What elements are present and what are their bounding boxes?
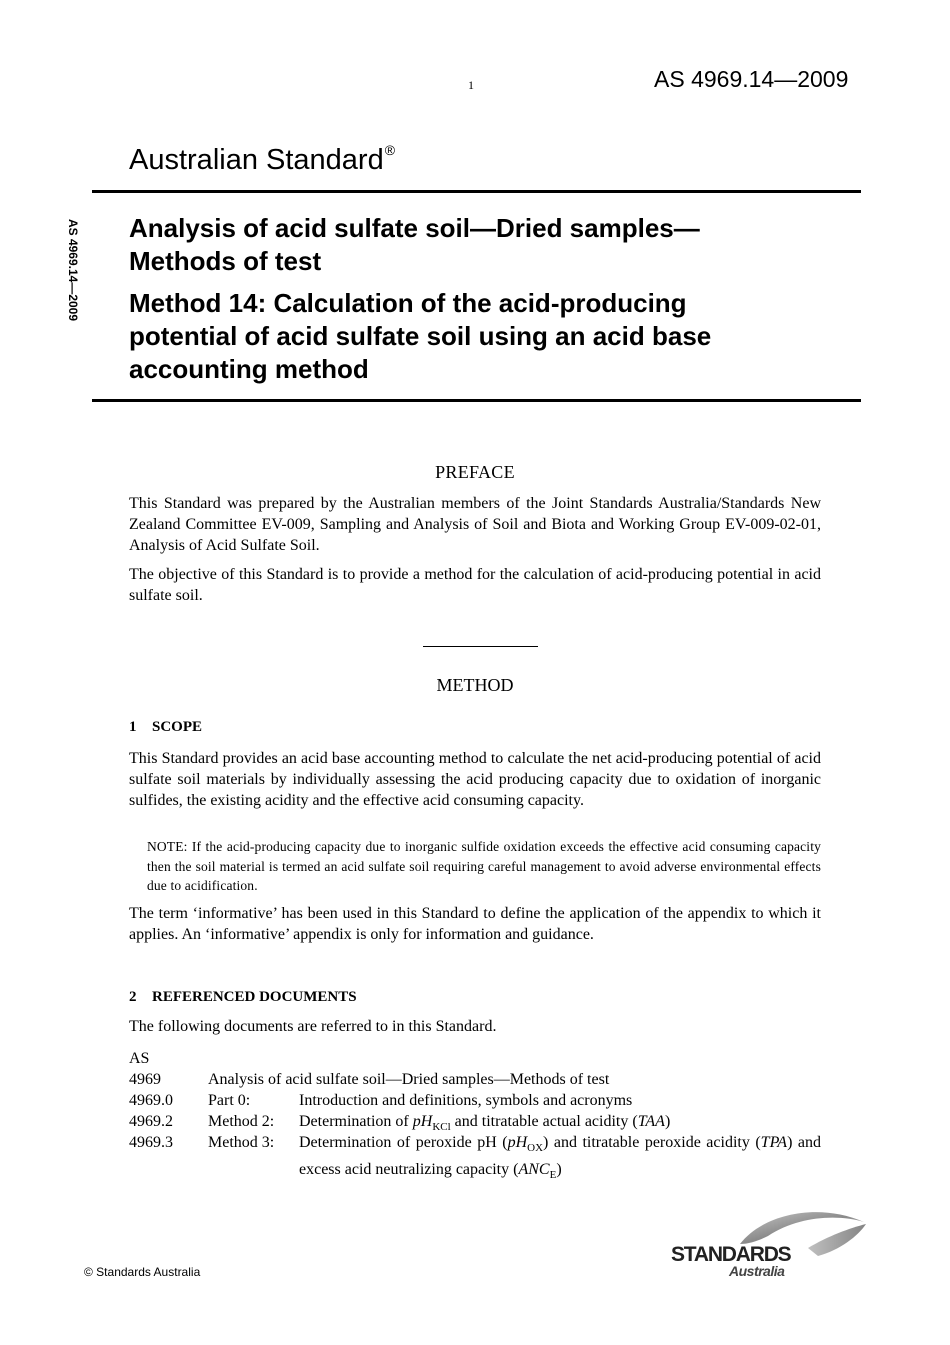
copyright-notice: © Standards Australia bbox=[84, 1265, 201, 1279]
reference-description: Introduction and definitions, symbols and acronyms bbox=[299, 1092, 633, 1109]
references-heading bbox=[129, 989, 357, 1006]
reference-part: Part 0: bbox=[208, 1092, 251, 1109]
references-intro: The following documents are referred to in this Standard. bbox=[129, 1018, 497, 1035]
brand-title bbox=[129, 144, 395, 177]
references-title: REFERENCED DOCUMENTS bbox=[152, 989, 357, 1005]
logo-wordmark: STANDARDS bbox=[671, 1243, 791, 1266]
title-rule-bottom bbox=[92, 399, 861, 402]
reference-code: 4969.3 bbox=[129, 1134, 173, 1151]
reference-description: Determination of peroxide pH $(pH_{OX})$ and titratable peroxide acidity (TPA) and excess acid neutralizing capacity $(ANC_E)$ bbox=[299, 1134, 821, 1182]
reference-description: Determination of $pH_{KCl}$ and titratable actual acidity (TAA) bbox=[299, 1113, 671, 1134]
preface-paragraph-2: The objective of this Standard is to provide a method for the calculation of acid-producing potential in acid sulfate soil. bbox=[129, 566, 821, 604]
title-line-1: Analysis of acid sulfate soil—Dried samples— bbox=[129, 213, 700, 243]
title-line-4: potential of acid sulfate soil using an acid base bbox=[129, 321, 712, 351]
reference-group: AS bbox=[129, 1050, 150, 1067]
registered-mark: ® bbox=[384, 142, 396, 158]
reference-part: Method 3: bbox=[208, 1134, 275, 1151]
logo-subtitle: Australia bbox=[729, 1263, 785, 1279]
reference-part: Method 2: bbox=[208, 1113, 275, 1130]
scope-number: 1 bbox=[129, 719, 137, 735]
reference-code: 4969 bbox=[129, 1071, 161, 1088]
title-line-5: accounting method bbox=[129, 354, 369, 384]
title-line-3: Method 14: Calculation of the acid-producing bbox=[129, 288, 687, 318]
scope-paragraph-2: The term ‘informative’ has been used in this Standard to define the application of the appendix to which it applies. An ‘informative’ appendix is only for information and guidance. bbox=[129, 905, 821, 943]
reference-code: 4969.2 bbox=[129, 1113, 173, 1130]
brand-name: Australian Standard bbox=[129, 144, 384, 176]
document-id: AS 4969.14—2009 bbox=[654, 66, 849, 92]
title-line-2: Methods of test bbox=[129, 246, 322, 276]
page-number: 1 bbox=[468, 78, 474, 92]
scope-heading bbox=[129, 719, 202, 736]
section-divider bbox=[423, 646, 538, 647]
side-document-id: AS 4969.14—2009 bbox=[66, 218, 80, 322]
title-rule-top bbox=[92, 190, 861, 193]
preface-heading: PREFACE bbox=[435, 462, 515, 482]
reference-title: Analysis of acid sulfate soil—Dried samples—Methods of test bbox=[208, 1071, 610, 1088]
method-heading: METHOD bbox=[436, 675, 514, 695]
preface-paragraph-1: This Standard was prepared by the Australian members of the Joint Standards Australia/Standards New Zealand Committee EV-009, Sampling and Analysis of Soil and Biota and Working Group EV-009-02-01, Analysis of Acid Sulfate Soil. bbox=[129, 495, 821, 554]
references-number: 2 bbox=[129, 989, 137, 1005]
scope-title: SCOPE bbox=[152, 719, 203, 735]
scope-paragraph-1: This Standard provides an acid base accounting method to calculate the net acid-producing potential of acid sulfate soil materials by individually assessing the acid producing capacity due to oxidation of inorganic sulfides, the existing acidity and the effective acid consuming capacity. bbox=[129, 750, 821, 809]
document-title bbox=[129, 212, 829, 386]
reference-code: 4969.0 bbox=[129, 1092, 173, 1109]
scope-note: NOTE: If the acid-producing capacity due to inorganic sulfide oxidation exceeds the effective acid consuming capacity then the soil material is termed an acid sulfate soil requiring careful management to avoid adverse environmental effects due to acidification. bbox=[147, 839, 821, 893]
